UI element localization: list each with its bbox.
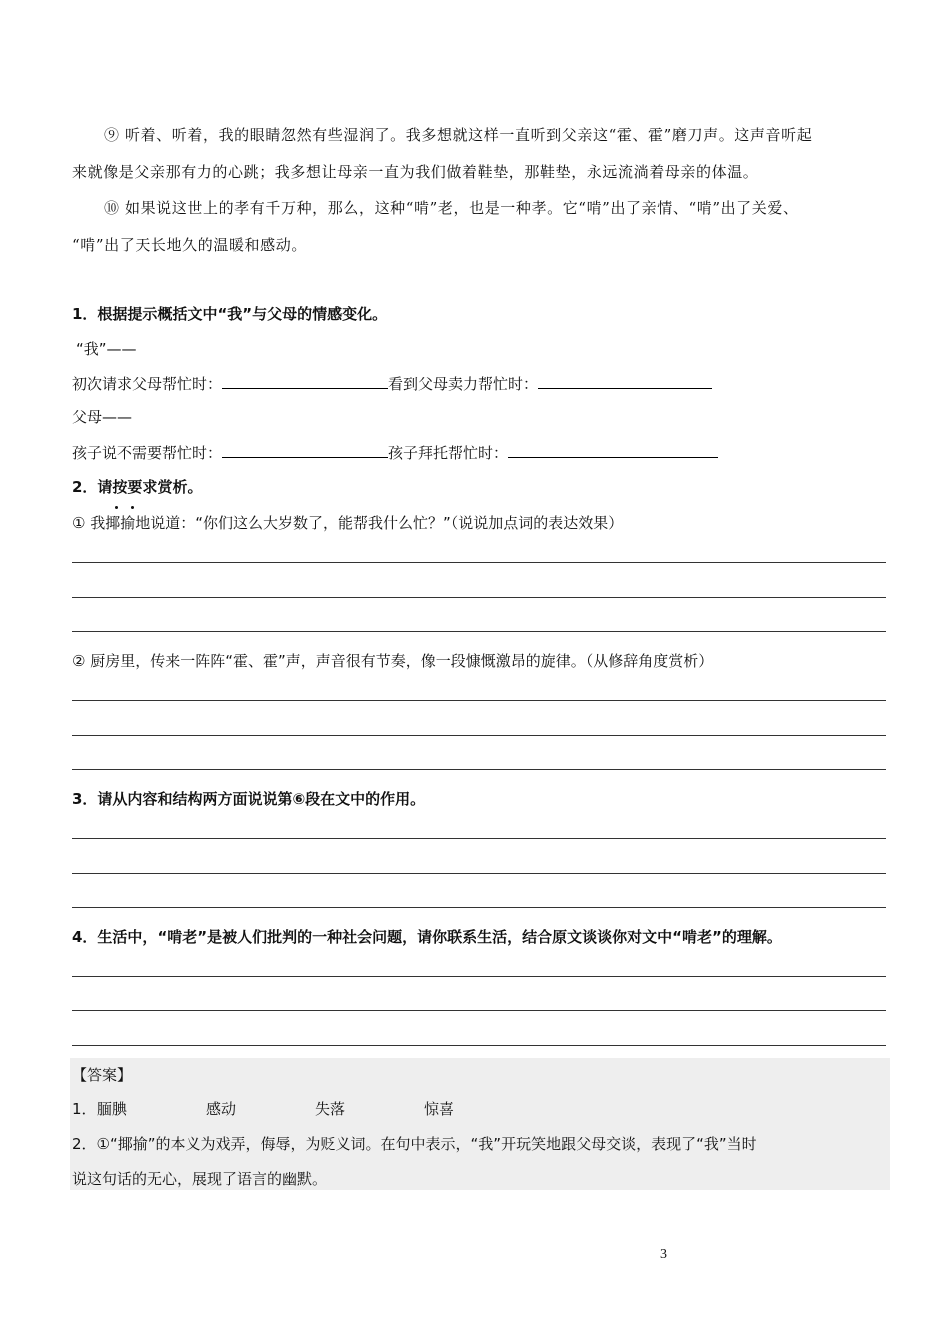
answer-line[interactable] — [72, 631, 886, 632]
answer-line[interactable] — [72, 1010, 886, 1011]
question-2-item-1: ① 我揶揄地说道：“你们这么大岁数了，能帮我什么忙？”（说说加点词的表达效果） — [72, 514, 624, 532]
parents-no-help-blank[interactable] — [222, 441, 388, 458]
emphasis-dot — [115, 506, 118, 509]
answer-1-word: 惊喜 — [424, 1100, 455, 1118]
question-3-title: 3．请从内容和结构两方面说说第⑥段在文中的作用。 — [72, 790, 426, 808]
question-1-title: 1．根据提示概括文中“我”与父母的情感变化。 — [72, 305, 388, 323]
question-1-me-row — [72, 372, 712, 394]
answer-line[interactable] — [72, 597, 886, 598]
me-parents-help-blank[interactable] — [538, 372, 712, 389]
parents-asked-help-label: 孩子拜托帮忙时： — [388, 444, 509, 462]
answer-1-word: 腼腆 — [97, 1100, 128, 1118]
passage-paragraph-9-line-1: ⑨ 听着、听着，我的眼睛忽然有些湿润了。我多想就这样一直听到父亲这“霍、霍”磨刀声。这声音听起 — [104, 126, 813, 144]
passage-paragraph-9-line-2: 来就像是父亲那有力的心跳；我多想让母亲一直为我们做着鞋垫，那鞋垫，永远流淌着母亲的体温。 — [72, 163, 759, 181]
question-4-title: 4．生活中，“啃老”是被人们批判的一种社会问题，请你联系生活，结合原文谈谈你对文中“啃老”的理解。 — [72, 928, 782, 946]
me-first-request-label: 初次请求父母帮忙时： — [72, 375, 223, 393]
answer-line[interactable] — [72, 907, 886, 908]
answer-line[interactable] — [72, 976, 886, 977]
emphasis-dot — [131, 506, 134, 509]
passage-paragraph-10-line-2: “啃”出了天长地久的温暖和感动。 — [72, 236, 307, 254]
answer-2-line-1: 2．①“揶揄”的本义为戏弄，侮辱，为贬义词。在句中表示，“我”开玩笑地跟父母交谈，表现了“我”当时 — [72, 1135, 757, 1153]
question-1-parents-row — [72, 441, 718, 463]
answer-line[interactable] — [72, 838, 886, 839]
question-1-me-label: “我”—— — [76, 340, 137, 358]
answer-1-word: 感动 — [206, 1100, 237, 1118]
answer-line[interactable] — [72, 1045, 886, 1046]
parents-no-help-label: 孩子说不需要帮忙时： — [72, 444, 223, 462]
answer-line[interactable] — [72, 873, 886, 874]
answer-1-word: 失落 — [315, 1100, 346, 1118]
me-parents-help-label: 看到父母卖力帮忙时： — [388, 375, 539, 393]
answer-2-line-2: 说这句话的无心，展现了语言的幽默。 — [72, 1170, 328, 1188]
answer-header: 【答案】 — [72, 1066, 133, 1084]
page-number: 3 — [660, 1247, 667, 1262]
answer-line[interactable] — [72, 769, 886, 770]
question-1-parents-label: 父母—— — [72, 408, 133, 426]
answer-line[interactable] — [72, 700, 886, 701]
answer-line[interactable] — [72, 735, 886, 736]
answer-1-number: 1． — [72, 1100, 97, 1118]
parents-asked-help-blank[interactable] — [508, 441, 718, 458]
question-2-title: 2．请按要求赏析。 — [72, 478, 203, 496]
passage-paragraph-10-line-1: ⑩ 如果说这世上的孝有千万种，那么，这种“啃”老，也是一种孝。它“啃”出了亲情、“啃”出了关爱、 — [104, 199, 799, 217]
me-first-request-blank[interactable] — [222, 372, 388, 389]
answer-line[interactable] — [72, 562, 886, 563]
question-2-item-2: ② 厨房里，传来一阵阵“霍、霍”声，声音很有节奏，像一段慷慨激昂的旋律。（从修辞角度赏析） — [72, 652, 714, 670]
